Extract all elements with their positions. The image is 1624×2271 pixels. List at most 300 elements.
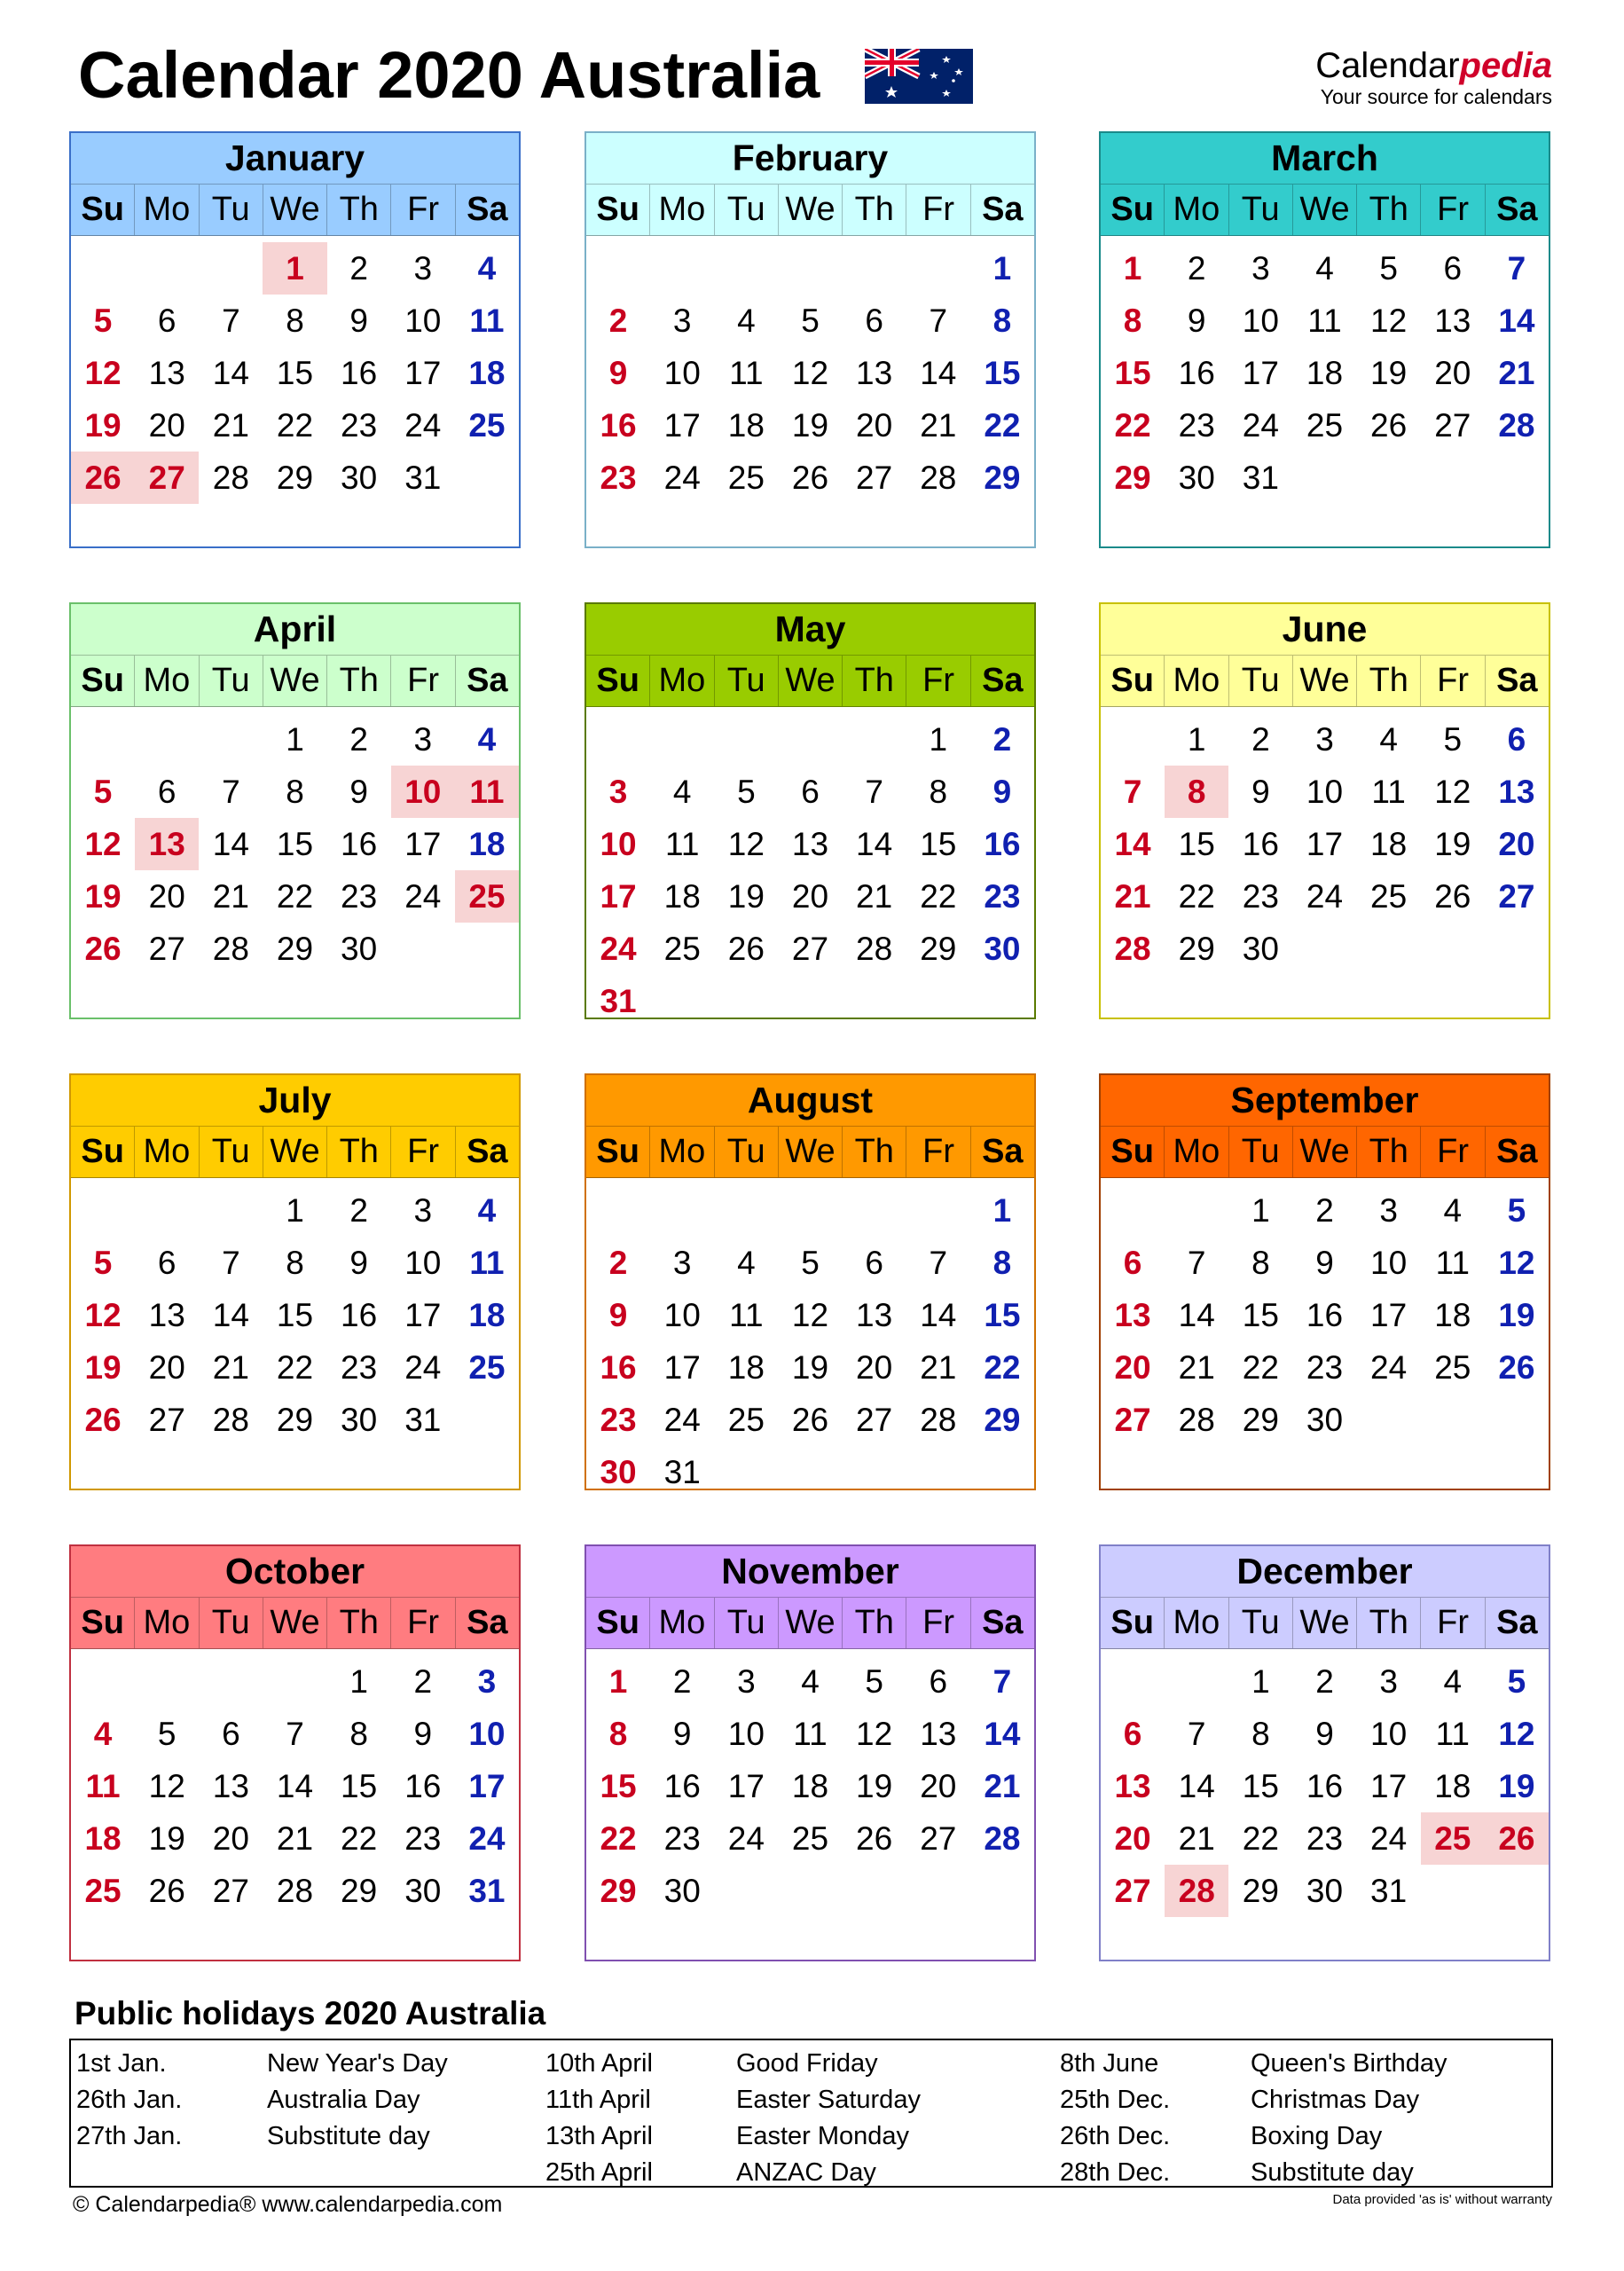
day-cell: 12 [1370,303,1408,339]
weekday-label: Th [1357,185,1421,235]
day-cell: 22 [1114,407,1151,444]
empty-day-cell [1165,1184,1228,1237]
day-cell: 26 [84,931,122,967]
day-cell: 23 [1306,1820,1344,1857]
day-cell: 10 [727,1716,765,1752]
day-cell: 20 [1498,826,1535,862]
month-title: November [586,1546,1034,1597]
weekday-label: We [1293,656,1357,706]
day-cell: 16 [1306,1297,1344,1333]
weekday-label: Tu [1229,185,1293,235]
day-cell: 14 [1178,1768,1215,1804]
day-cell: 2 [992,721,1012,758]
weekday-label: Sa [467,191,508,228]
day-cell: 18 [1370,826,1408,862]
day-cell: 18 [1434,1297,1471,1333]
footer-disclaimer: Data provided 'as is' without warranty [1332,2192,1552,2207]
day-cell: 22 [1242,1349,1279,1386]
day-cell: 1 [286,721,304,758]
empty-day-cell [71,1655,135,1708]
brand-logo [1286,46,1552,108]
day-cell: 25 [1306,407,1344,444]
day-cell: 5 [157,1716,177,1752]
day-cell: 31 [1242,460,1279,496]
day-cell: 15 [1178,826,1215,862]
holiday-date: 26th Jan. [76,2086,183,2114]
weekday-label: Sa [1496,1133,1538,1170]
month-april [69,602,521,1019]
month-february [584,131,1036,548]
day-cell: 6 [1123,1716,1142,1752]
day-cell: 25 [84,1873,122,1909]
day-cell: 26 [727,931,765,967]
weekday-label: We [779,1598,843,1648]
day-cell: 3 [1251,250,1270,287]
day-cell: 11 [665,826,700,862]
day-cell: 20 [1114,1349,1151,1386]
day-cell: 11 [729,1297,764,1333]
day-cell: 30 [1306,1873,1344,1909]
month-october [69,1544,521,1961]
day-cell: 21 [1178,1349,1215,1386]
weekday-label: Sa [467,1133,508,1170]
day-cell: 7 [1187,1245,1206,1281]
day-cell: 23 [600,460,637,496]
day-cell: 8 [992,1245,1012,1281]
weekday-label: Mo [650,1127,714,1177]
day-cell: 26 [1434,878,1471,915]
empty-day-cell [1101,1655,1165,1708]
month-title: December [1101,1546,1549,1597]
day-cell: 15 [1242,1768,1279,1804]
weekday-label: Mo [135,1127,199,1177]
day-cell: 16 [984,826,1021,862]
empty-day-cell [199,242,263,295]
day-cell: 7 [1123,774,1142,810]
day-cell: 17 [600,878,637,915]
weekday-label: We [1293,1598,1357,1648]
day-cell: 31 [404,460,442,496]
month-december [1099,1544,1550,1961]
day-cell: 21 [276,1820,314,1857]
day-cell: 4 [1443,1192,1463,1229]
day-cell: 30 [600,1454,637,1490]
day-cell: 7 [929,1245,948,1281]
weekday-label: Th [1357,656,1421,706]
day-cell: 26 [856,1820,893,1857]
weekday-label: Th [1357,1598,1421,1648]
day-cell: 9 [672,1716,692,1752]
day-cell: 12 [727,826,765,862]
weekday-label: We [1293,1127,1357,1177]
weekday-label: Fr [906,1598,970,1648]
weekday-label: We [263,185,327,235]
day-cell: 20 [1434,355,1471,391]
holiday-name: Good Friday [736,2049,878,2078]
day-cell: 14 [984,1716,1021,1752]
day-cell: 25 [468,1349,506,1386]
day-cell: 3 [413,721,433,758]
day-cell: 7 [992,1663,1012,1700]
day-cell: 11 [1435,1245,1470,1281]
day-cell: 3 [737,1663,756,1700]
day-cell: 21 [1498,355,1535,391]
day-cell: 15 [920,826,957,862]
holiday-date: 1st Jan. [76,2049,167,2078]
day-cell: 18 [84,1820,122,1857]
weekday-label: Sa [467,1604,508,1641]
weekday-label: Mo [650,185,714,235]
holiday-name: Substitute day [1251,2158,1414,2187]
day-cell: 22 [341,1820,378,1857]
month-title: May [586,604,1034,655]
day-cell: 2 [1251,721,1270,758]
day-cell: 19 [148,1820,185,1857]
weekday-label: Th [843,185,906,235]
day-cell: 27 [856,460,893,496]
day-cell: 12 [1434,774,1471,810]
day-cell: 11 [455,766,519,818]
day-grid [71,707,519,975]
month-title: September [1101,1075,1549,1126]
empty-day-cell [843,1184,906,1237]
day-cell: 29 [1114,460,1151,496]
day-cell: 19 [1370,355,1408,391]
day-cell: 23 [341,878,378,915]
day-cell: 23 [1306,1349,1344,1386]
weekday-label: Sa [982,1604,1024,1641]
day-cell: 21 [856,878,893,915]
footer-copyright: © Calendarpedia® www.calendarpedia.com [73,2192,503,2217]
day-cell: 2 [349,250,368,287]
weekday-label: Th [843,656,906,706]
day-cell: 29 [341,1873,378,1909]
day-cell: 29 [1242,1402,1279,1438]
day-cell: 6 [222,1716,240,1752]
day-cell: 20 [212,1820,249,1857]
weekday-label: Mo [650,1598,714,1648]
weekday-label: Th [843,1598,906,1648]
day-cell: 17 [1242,355,1279,391]
day-cell: 4 [1443,1663,1463,1700]
day-cell: 29 [600,1873,637,1909]
day-grid [1101,236,1549,504]
day-cell: 16 [1178,355,1215,391]
day-cell: 12 [1498,1716,1535,1752]
day-cell: 1 [286,1192,304,1229]
weekday-label: Su [71,1598,135,1648]
day-cell: 24 [600,931,637,967]
day-cell: 22 [920,878,957,915]
day-cell: 21 [212,407,249,444]
day-cell: 9 [608,1297,628,1333]
day-cell: 8 [349,1716,368,1752]
day-cell: 26 [1498,1349,1535,1386]
weekday-label: Fr [906,185,970,235]
day-cell: 13 [920,1716,957,1752]
day-cell: 2 [413,1663,433,1700]
day-cell: 17 [404,1297,442,1333]
day-cell: 29 [276,1402,314,1438]
day-cell: 14 [212,355,249,391]
day-grid [71,236,519,504]
day-cell: 28 [1114,931,1151,967]
day-cell: 17 [663,407,701,444]
day-cell: 7 [1507,250,1526,287]
empty-day-cell [843,713,906,766]
weekday-label: We [1293,185,1357,235]
day-cell: 19 [791,407,829,444]
day-cell: 12 [84,1297,122,1333]
day-cell: 23 [1178,407,1215,444]
day-cell: 13 [148,355,185,391]
day-cell: 1 [263,242,326,295]
day-cell: 13 [1434,303,1471,339]
day-cell: 19 [856,1768,893,1804]
holidays-title: Public holidays 2020 Australia [75,1995,546,2031]
day-cell: 26 [71,452,135,504]
day-cell: 15 [984,1297,1021,1333]
day-cell: 5 [1379,250,1398,287]
weekday-label: Fr [1421,185,1485,235]
weekday-label: Tu [1229,1598,1293,1648]
day-cell: 16 [600,407,637,444]
day-cell: 3 [477,1663,497,1700]
day-cell: 21 [1114,878,1151,915]
day-cell: 28 [920,460,957,496]
day-cell: 9 [413,1716,433,1752]
holiday-column [76,2046,537,2155]
day-cell: 11 [793,1716,828,1752]
day-cell: 30 [1178,460,1215,496]
day-cell: 29 [276,931,314,967]
day-cell: 15 [1114,355,1151,391]
day-cell: 17 [1370,1768,1408,1804]
day-cell: 24 [1370,1820,1408,1857]
weekday-label: We [779,185,843,235]
holiday-date: 28th Dec. [1060,2158,1171,2187]
day-cell: 15 [276,826,314,862]
empty-day-cell [586,1184,650,1237]
day-cell: 17 [404,355,442,391]
day-cell: 10 [1242,303,1279,339]
holiday-name: Easter Monday [736,2122,910,2150]
holiday-row [545,2082,1007,2118]
weekday-label: Th [327,656,391,706]
weekday-header-row [1101,655,1549,707]
day-cell: 28 [920,1402,957,1438]
day-cell: 9 [1315,1716,1334,1752]
day-cell: 7 [865,774,883,810]
weekday-label: Fr [1421,1127,1485,1177]
day-cell: 5 [865,1663,883,1700]
day-cell: 11 [469,1245,505,1281]
day-cell: 7 [286,1716,304,1752]
weekday-header-row [586,655,1034,707]
empty-day-cell [650,1184,714,1237]
day-grid [71,1649,519,1917]
weekday-label: Su [1101,656,1165,706]
day-cell: 19 [84,1349,122,1386]
weekday-label: Sa [1496,662,1538,699]
weekday-label: Su [1101,1598,1165,1648]
day-cell: 21 [212,1349,249,1386]
day-cell: 16 [341,1297,378,1333]
day-cell: 24 [1306,878,1344,915]
weekday-label: Sa [1496,191,1538,228]
day-cell: 29 [920,931,957,967]
day-cell: 30 [341,931,378,967]
day-cell: 27 [920,1820,957,1857]
day-cell: 14 [1114,826,1151,862]
holiday-name: Easter Saturday [736,2086,921,2114]
day-cell: 4 [93,1716,113,1752]
day-cell: 4 [672,774,692,810]
holiday-column [1060,2046,1521,2191]
day-cell: 13 [148,1297,185,1333]
empty-day-cell [778,242,842,295]
day-cell: 16 [1306,1768,1344,1804]
day-cell: 13 [1498,774,1535,810]
weekday-label: Tu [200,1127,263,1177]
day-cell: 28 [212,931,249,967]
weekday-label: We [779,656,843,706]
weekday-label: We [779,1127,843,1177]
day-grid [586,1649,1034,1917]
day-cell: 18 [468,826,506,862]
month-july [69,1073,521,1490]
day-cell: 3 [413,1192,433,1229]
day-cell: 8 [1251,1716,1270,1752]
weekday-label: Fr [391,656,455,706]
weekday-label: Th [1357,1127,1421,1177]
day-cell: 16 [404,1768,442,1804]
day-cell: 7 [222,774,240,810]
day-cell: 16 [663,1768,701,1804]
day-cell: 30 [404,1873,442,1909]
holiday-column [545,2046,1007,2191]
day-cell: 13 [1114,1768,1151,1804]
day-cell: 19 [791,1349,829,1386]
weekday-label: Tu [1229,656,1293,706]
weekday-label: Mo [650,656,714,706]
weekday-label: Fr [906,656,970,706]
day-cell: 1 [1251,1192,1270,1229]
empty-day-cell [778,713,842,766]
weekday-label: We [263,1598,327,1648]
day-cell: 18 [727,1349,765,1386]
day-cell: 8 [286,303,304,339]
month-september [1099,1073,1550,1490]
month-title: March [1101,133,1549,184]
day-cell: 4 [477,1192,497,1229]
day-cell: 24 [404,878,442,915]
day-grid [1101,1649,1549,1917]
day-cell: 7 [1187,1716,1206,1752]
holiday-name: Australia Day [267,2086,420,2114]
holiday-name: ANZAC Day [736,2158,876,2187]
day-cell: 27 [212,1873,249,1909]
brand-name: Calendarpedia [1315,46,1552,85]
day-cell: 8 [929,774,948,810]
day-cell: 6 [1507,721,1526,758]
empty-day-cell [199,1655,263,1708]
day-cell: 28 [212,1402,249,1438]
day-cell: 18 [663,878,701,915]
day-cell: 9 [608,355,628,391]
weekday-label: Fr [1421,1598,1485,1648]
holiday-name: Christmas Day [1251,2086,1420,2114]
day-cell: 12 [1498,1245,1535,1281]
day-cell: 6 [865,303,883,339]
day-cell: 23 [341,1349,378,1386]
day-cell: 12 [84,355,122,391]
day-cell: 1 [992,250,1012,287]
day-cell: 15 [276,1297,314,1333]
day-cell: 9 [349,1245,368,1281]
weekday-label: Mo [1165,1598,1228,1648]
weekday-label: Tu [715,185,779,235]
day-cell: 5 [93,1245,113,1281]
weekday-label: Su [586,1598,650,1648]
page-title: Calendar 2020 Australia [78,38,820,112]
day-cell: 6 [801,774,820,810]
empty-day-cell [778,1184,842,1237]
holiday-row [76,2118,537,2155]
empty-day-cell [135,713,199,766]
day-cell: 5 [801,303,820,339]
day-cell: 28 [1498,407,1535,444]
weekday-header-row [586,1126,1034,1178]
weekday-label: Su [1101,1127,1165,1177]
day-cell: 6 [157,1245,177,1281]
day-cell: 31 [663,1454,701,1490]
holiday-date: 11th April [545,2086,651,2114]
holiday-date: 10th April [545,2049,653,2078]
weekday-label: Th [843,1127,906,1177]
day-cell: 2 [672,1663,692,1700]
day-cell: 30 [1242,931,1279,967]
day-cell: 4 [1315,250,1334,287]
day-cell: 1 [929,721,948,758]
weekday-label: Su [71,656,135,706]
day-cell: 5 [1443,721,1463,758]
weekday-label: Mo [135,185,199,235]
day-cell: 10 [663,355,701,391]
day-cell: 18 [1306,355,1344,391]
day-cell: 13 [856,355,893,391]
weekday-label: We [263,656,327,706]
day-cell: 10 [663,1297,701,1333]
day-cell: 11 [1307,303,1342,339]
day-cell: 13 [791,826,829,862]
day-cell: 25 [1421,1812,1485,1865]
day-grid [586,236,1034,504]
day-cell: 11 [469,303,505,339]
day-cell: 17 [468,1768,506,1804]
day-cell: 9 [992,774,1012,810]
day-cell: 4 [801,1663,820,1700]
holiday-date: 13th April [545,2122,653,2150]
weekday-label: Fr [391,1127,455,1177]
day-cell: 29 [1242,1873,1279,1909]
day-cell: 10 [468,1716,506,1752]
day-cell: 9 [349,303,368,339]
day-cell: 27 [1498,878,1535,915]
empty-day-cell [1101,713,1165,766]
day-cell: 13 [135,818,199,870]
day-grid [586,707,1034,1027]
